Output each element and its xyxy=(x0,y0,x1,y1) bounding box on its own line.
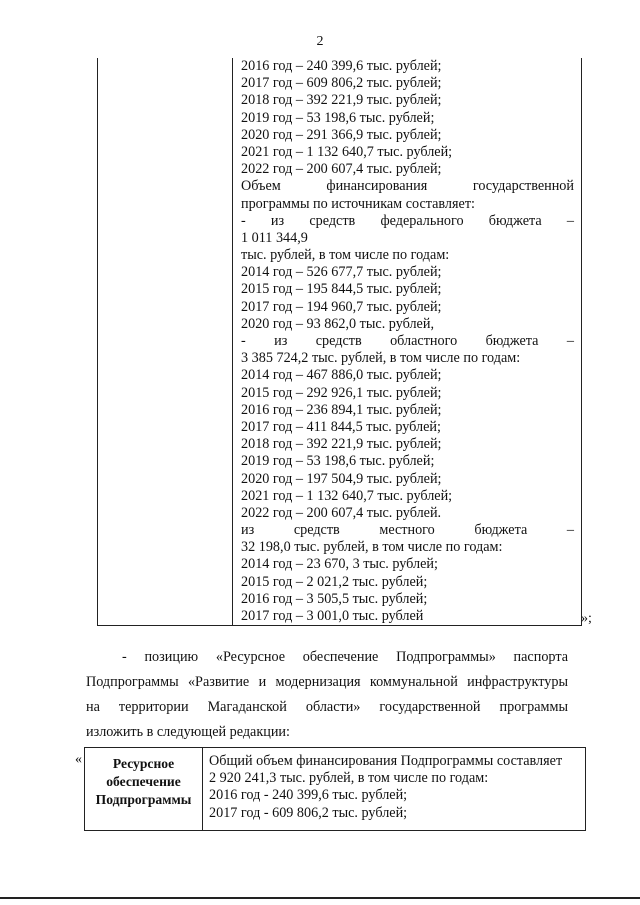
paragraph-line: на территории Магаданской области» государственной программы xyxy=(86,699,568,715)
table-left-column xyxy=(98,58,233,625)
page-bottom-rule xyxy=(0,897,640,899)
opening-quote: « xyxy=(75,752,82,767)
table-line: 2015 год – 292 926,1 тыс. рублей; xyxy=(241,384,442,401)
table-line: - из средств федерального бюджета – xyxy=(241,212,574,229)
table-line: программы по источникам составляет: xyxy=(241,195,475,212)
table-line: 2021 год – 1 132 640,7 тыс. рублей; xyxy=(241,143,453,160)
resource-value-cell xyxy=(209,753,581,822)
table-line: 2021 год – 1 132 640,7 тыс. рублей; xyxy=(241,487,453,504)
value-line: 2 920 241,3 тыс. рублей, в том числе по годам: xyxy=(209,770,489,787)
header-line: обеспечение xyxy=(106,774,181,789)
table-line: 2022 год – 200 607,4 тыс. рублей; xyxy=(241,161,442,178)
closing-quote: »; xyxy=(581,611,592,626)
table-line: 2017 год – 194 960,7 тыс. рублей; xyxy=(241,298,442,315)
paragraph-line: - позицию «Ресурсное обеспечение Подпрограммы» паспорта xyxy=(122,649,568,665)
table-line: 1 011 344,9 xyxy=(241,229,308,246)
table-line: 2022 год – 200 607,4 тыс. рублей. xyxy=(241,504,442,521)
table-line: из средств местного бюджета – xyxy=(241,522,574,539)
table-line: 2014 год – 467 886,0 тыс. рублей; xyxy=(241,367,442,384)
page-number: 2 xyxy=(316,34,324,49)
paragraph-line: Подпрограммы «Развитие и модернизация коммунальной инфраструктуры xyxy=(86,674,568,690)
resource-table xyxy=(84,747,586,831)
table-line: 2020 год – 93 862,0 тыс. рублей, xyxy=(241,315,434,332)
value-line: Общий объем финансирования Подпрограммы составляет xyxy=(209,753,563,769)
table-line: 2015 год – 2 021,2 тыс. рублей; xyxy=(241,573,428,590)
table-line: 2018 год – 392 221,9 тыс. рублей; xyxy=(241,436,442,453)
resource-header-cell xyxy=(85,748,203,830)
table-line: 2014 год – 23 670, 3 тыс. рублей; xyxy=(241,556,438,573)
value-line: 2017 год - 609 806,2 тыс. рублей; xyxy=(209,804,408,821)
table-line: 2017 год – 3 001,0 тыс. рублей xyxy=(241,608,424,624)
table-line: 2019 год – 53 198,6 тыс. рублей; xyxy=(241,453,435,470)
table-line: тыс. рублей, в том числе по годам: xyxy=(241,247,450,264)
table-line: Объем финансирования государственной xyxy=(241,178,574,195)
header-line: Подпрограммы xyxy=(95,792,192,807)
table-line: 32 198,0 тыс. рублей, в том числе по годам: xyxy=(241,539,503,556)
table-line: 2015 год – 195 844,5 тыс. рублей; xyxy=(241,281,442,298)
table-line: 2017 год – 411 844,5 тыс. рублей; xyxy=(241,418,441,435)
table-line: - из средств областного бюджета – xyxy=(241,333,574,349)
paragraph-line: изложить в следующей редакции: xyxy=(86,724,290,740)
header-line: Ресурсное xyxy=(112,756,175,771)
value-line: 2016 год - 240 399,6 тыс. рублей; xyxy=(209,787,408,804)
table-line: 2014 год – 526 677,7 тыс. рублей; xyxy=(241,264,442,281)
table-line: 2019 год – 53 198,6 тыс. рублей; xyxy=(241,109,435,126)
table-line: 2020 год – 291 366,9 тыс. рублей; xyxy=(241,126,442,143)
table-line: 2020 год – 197 504,9 тыс. рублей; xyxy=(241,470,442,487)
table-line: 2016 год – 240 399,6 тыс. рублей; xyxy=(241,58,442,74)
funding-table-continuation xyxy=(97,58,582,626)
table-right-column xyxy=(241,58,574,625)
table-line: 2016 год – 236 894,1 тыс. рублей; xyxy=(241,401,442,418)
table-line: 3 385 724,2 тыс. рублей, в том числе по годам: xyxy=(241,350,521,367)
table-line: 2017 год – 609 806,2 тыс. рублей; xyxy=(241,75,442,92)
table-line: 2016 год – 3 505,5 тыс. рублей; xyxy=(241,590,428,607)
table-line: 2018 год – 392 221,9 тыс. рублей; xyxy=(241,92,442,109)
